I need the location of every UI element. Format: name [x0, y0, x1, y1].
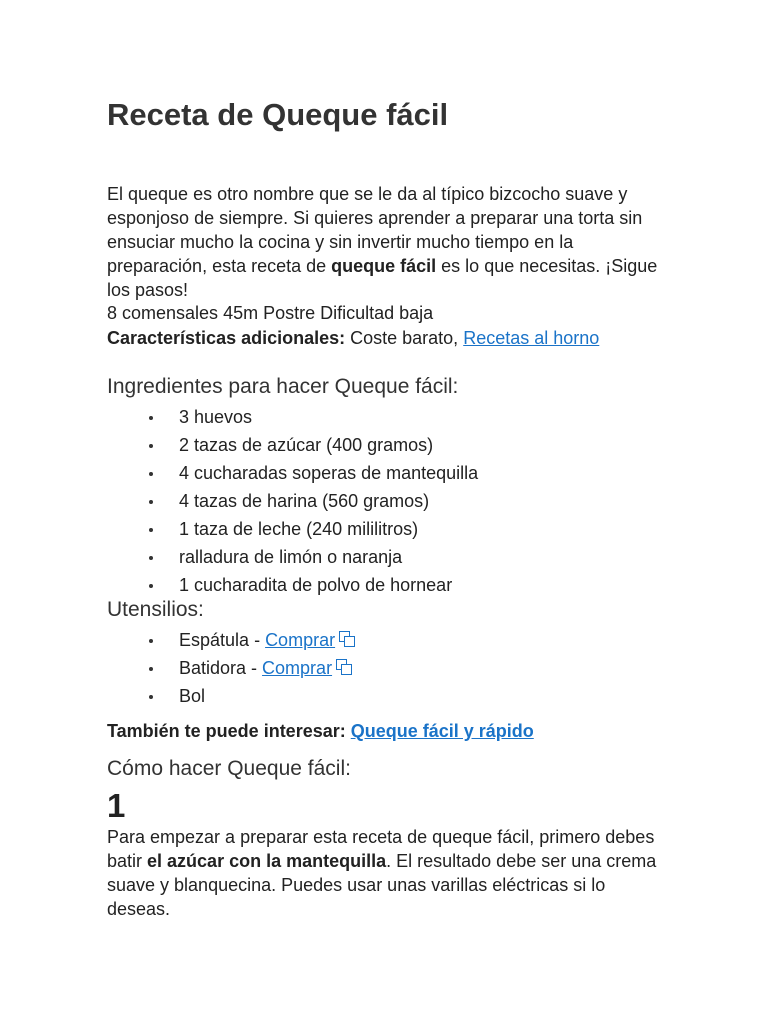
- ingredients-list: [107, 403, 478, 599]
- utensil-separator: -: [246, 658, 263, 678]
- utensil-separator: -: [249, 630, 266, 650]
- related-recipe-link[interactable]: Queque fácil y rápido: [350, 721, 534, 741]
- extra-features-value: Coste barato,: [345, 328, 464, 348]
- extra-features-label: Características adicionales:: [107, 328, 346, 348]
- ingredient-item: ralladura de limón o naranja: [107, 543, 478, 571]
- buy-mixer-link[interactable]: Comprar: [262, 658, 333, 678]
- step-number: 1: [107, 787, 126, 824]
- intro-text: El queque es otro nombre que se le da al típico bizcocho suave y esponjoso de siempre. Si quieres aprender a preparar una torta sin ensuciar mucho la cocina y sin invertir mucho tiempo en la preparación, esta receta de: [107, 184, 643, 276]
- related-recipe: [107, 717, 534, 745]
- intro-bold-text: queque fácil: [331, 256, 437, 276]
- utensil-item: [107, 654, 355, 682]
- ingredient-item: 3 huevos: [107, 403, 478, 431]
- step-text: [107, 825, 667, 921]
- utensil-item: [107, 682, 355, 710]
- step-text-end: . El resultado debe ser una crema suave y blanquecina. Puedes usar unas varillas eléctricas si lo deseas.: [107, 851, 657, 919]
- external-link-icon[interactable]: [336, 659, 352, 675]
- recipe-meta: [107, 301, 438, 325]
- meta-servings: 8 comensales: [107, 303, 219, 323]
- meta-category: Postre: [263, 303, 316, 323]
- step-bold-text: el azúcar con la mantequilla: [147, 851, 387, 871]
- utensil-item: [107, 626, 355, 654]
- ingredient-item: 4 tazas de harina (560 gramos): [107, 487, 478, 515]
- extra-features: [107, 325, 599, 351]
- ingredients-heading: Ingredientes para hacer Queque fácil:: [107, 375, 459, 398]
- ingredient-item: 1 taza de leche (240 mililitros): [107, 515, 478, 543]
- ingredient-item: 4 cucharadas soperas de mantequilla: [107, 459, 478, 487]
- utensils-list: [107, 626, 355, 710]
- buy-spatula-link[interactable]: Comprar: [265, 630, 336, 650]
- oven-recipes-link[interactable]: Recetas al horno: [463, 328, 600, 348]
- utensil-name: Batidora: [179, 658, 247, 678]
- utensil-name: Espátula: [179, 630, 250, 650]
- meta-time: 45m: [223, 303, 259, 323]
- page-title: Receta de Queque fácil: [107, 97, 449, 132]
- utensil-name: Bol: [179, 686, 206, 706]
- related-label: También te puede interesar:: [107, 721, 351, 741]
- utensils-heading: Utensilios:: [107, 598, 204, 621]
- external-link-icon[interactable]: [339, 631, 355, 647]
- steps-heading: Cómo hacer Queque fácil:: [107, 757, 351, 780]
- step-text-start: Para empezar a preparar esta receta de queque fácil, primero debes batir: [107, 827, 655, 871]
- ingredient-item: 2 tazas de azúcar (400 gramos): [107, 431, 478, 459]
- meta-difficulty: Dificultad baja: [320, 303, 434, 323]
- intro-paragraph: [107, 182, 667, 302]
- ingredient-item: 1 cucharadita de polvo de hornear: [107, 571, 478, 599]
- intro-text-end: es lo que necesitas. ¡Sigue los pasos!: [107, 256, 658, 300]
